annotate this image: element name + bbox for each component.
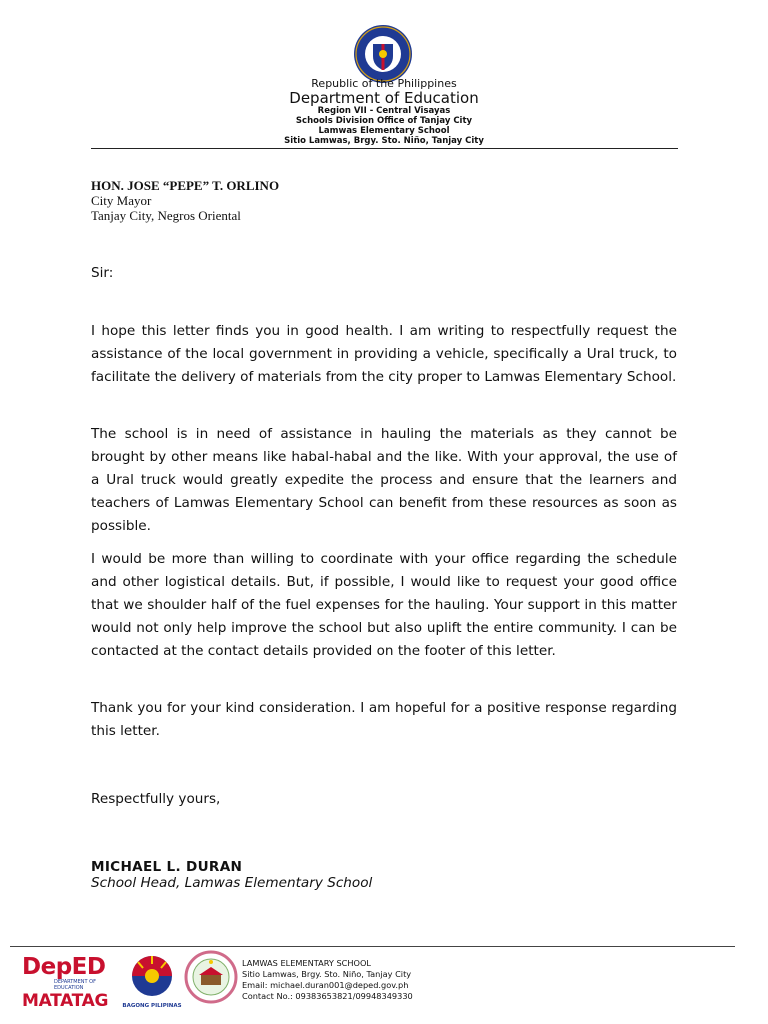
bagong-pilipinas-text: BAGONG PILIPINAS xyxy=(122,1003,182,1009)
header-region: Region VII - Central Visayas xyxy=(317,106,451,116)
footer-school-name: LAMWAS ELEMENTARY SCHOOL xyxy=(242,958,371,968)
header-school: Lamwas Elementary School xyxy=(318,126,450,136)
header-address: Sitio Lamwas, Brgy. Sto. Niño, Tanjay City xyxy=(284,136,484,146)
closing: Respectfully yours, xyxy=(91,791,221,807)
signatory-title: School Head, Lamwas Elementary School xyxy=(91,875,373,891)
body-paragraph-3: I would be more than willing to coordinate with your office regarding the schedule and other logistical details. But, if possible, I would like to request your good office that we shoulder half of the fuel expenses for the hauling. Your support in this matter would not only help improve the school but also uplift the entire community. I can be contacted at the contact details provided on the footer of this letter. xyxy=(91,551,677,659)
signatory-name: MICHAEL L. DURAN xyxy=(91,859,243,875)
header-division: Schools Division Office of Tanjay City xyxy=(295,116,473,126)
header-divider xyxy=(91,148,678,149)
body-paragraph-4: Thank you for your kind consideration. I am hopeful for a positive response regarding this letter. xyxy=(91,700,677,739)
deped-matatag-logo xyxy=(22,955,118,1013)
matatag-logo-text: MATATAG xyxy=(22,991,109,1011)
footer-address: Sitio Lamwas, Brgy. Sto. Niño, Tanjay City xyxy=(242,969,412,979)
salutation: Sir: xyxy=(91,265,114,281)
deped-logo-subtext: DEPARTMENT OF EDUCATION xyxy=(54,979,96,991)
recipient-location: Tanjay City, Negros Oriental xyxy=(91,208,241,223)
deped-seal-logo xyxy=(350,24,416,84)
footer-email: Email: michael.duran001@deped.gov.ph xyxy=(242,980,409,990)
header-republic: Republic of the Philippines xyxy=(311,77,457,90)
header-department: Department of Education xyxy=(289,89,479,107)
footer-divider xyxy=(10,946,735,947)
recipient-title: City Mayor xyxy=(91,193,152,208)
body-paragraph-2: The school is in need of assistance in hauling the materials as they cannot be brought by other means like habal-habal and the like. With your approval, the use of a Ural truck would greatly expedite the process and ensure that the learners and teachers of Lamwas Elementary School can benefit from these resources as soon as possible. xyxy=(91,426,677,534)
deped-logo-text: DepED xyxy=(22,954,106,980)
recipient-name: HON. JOSE “PEPE” T. ORLINO xyxy=(91,178,280,193)
school-seal-logo xyxy=(184,950,238,1004)
body-paragraph-1: I hope this letter finds you in good health. I am writing to respectfully request the assistance of the local government in providing a vehicle, specifically a Ural truck, to facilitate the delivery of materials from the city proper to Lamwas Elementary School. xyxy=(91,323,677,385)
footer-contact: Contact No.: 09383653821/09948349330 xyxy=(242,991,413,1001)
bagong-pilipinas-logo xyxy=(120,952,184,1012)
